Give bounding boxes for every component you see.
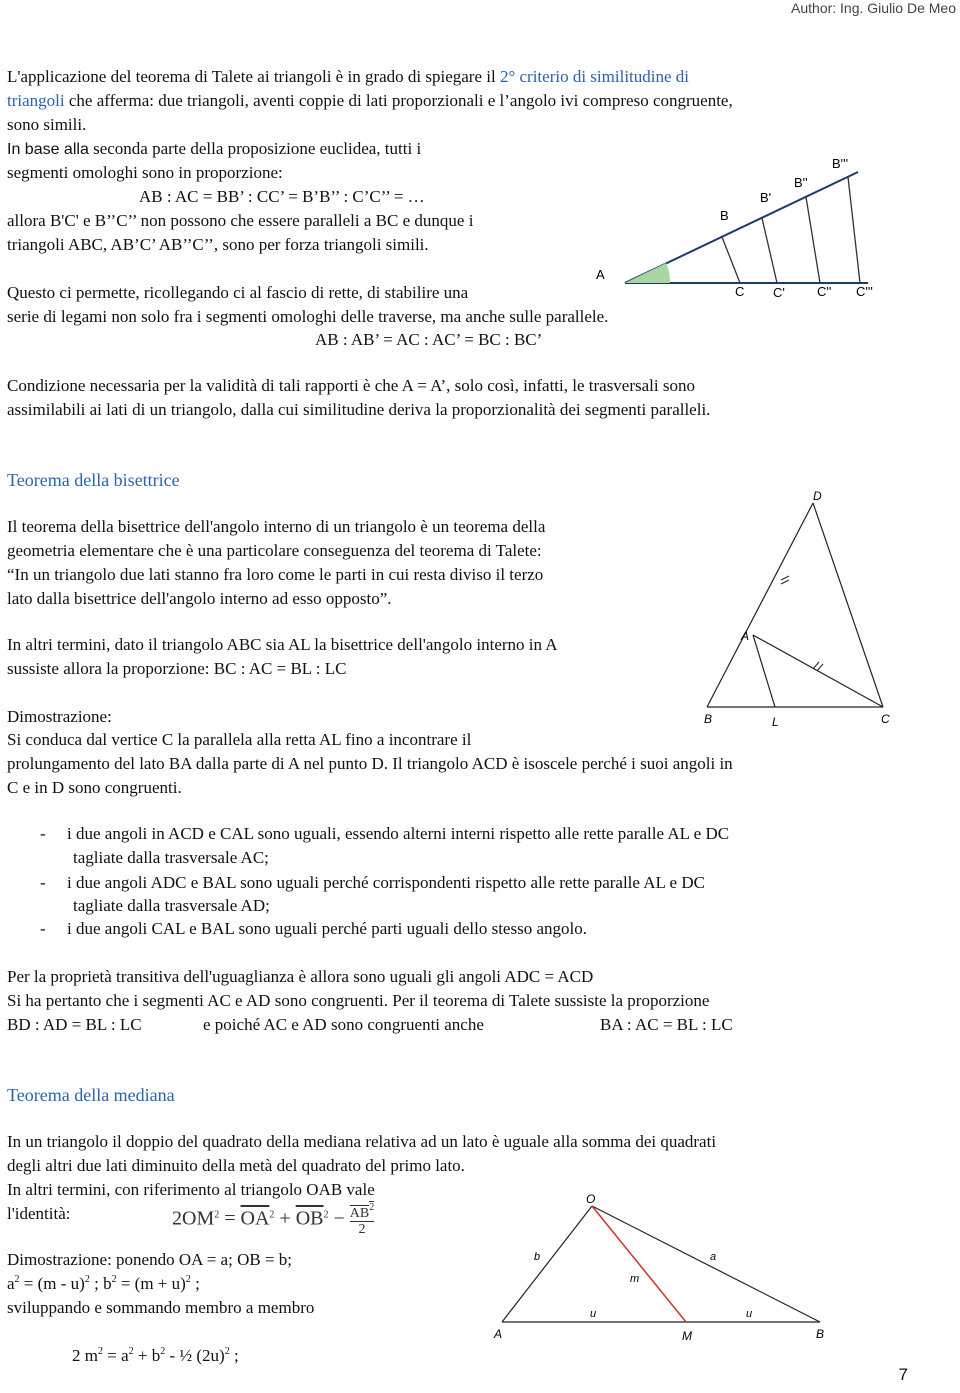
paragraph-line: assimilabili ai lati di un triangolo, dalla cui similitudine deriva la proporzionalità dei segmenti paralleli. — [7, 400, 711, 419]
formula-exponent: 2 — [214, 1209, 220, 1221]
exponent: 2 — [97, 1346, 103, 1357]
exponent: 2 — [224, 1346, 230, 1357]
parallel-line — [762, 218, 777, 283]
mediana-figure — [490, 1190, 840, 1350]
text-fragment: che afferma: due triangoli, aventi coppie di lati proporzionali e l’angolo ivi compreso congruente, — [64, 91, 733, 110]
criterio-link[interactable]: 2° criterio di similitudine di — [499, 67, 690, 86]
paragraph-line: segmenti omologhi sono in proporzione: — [7, 163, 283, 182]
label-B1: B' — [760, 190, 772, 205]
parallel-line — [806, 197, 820, 283]
paragraph-line: BD : AD = BL : LC — [7, 1015, 142, 1034]
paragraph-line: degli altri due lati diminuito della metà del quadrato del primo lato. — [7, 1156, 465, 1175]
text-fragment: L'applicazione del teorema di Talete ai triangoli è in grado di spiegare il — [7, 67, 500, 86]
label-A: A — [741, 629, 750, 643]
exponent: 2 — [128, 1346, 134, 1357]
bullet-text: i due angoli ADC e BAL sono uguali perché corrispondenti rispetto alle rette paralle AL e DC — [67, 873, 705, 892]
proportion-formula: AB : AC = BB’ : CC’ = B’B’’ : C’C’’ = … — [139, 187, 425, 206]
label-B2: B'' — [794, 175, 808, 190]
paragraph-line: Il teorema della bisettrice dell'angolo interno di un triangolo è un teorema della — [7, 517, 546, 536]
formula-fraction — [350, 1202, 374, 1238]
paragraph-line — [7, 1275, 200, 1292]
text-fragment: seconda parte della proposizione euclidea, tutti i — [88, 139, 422, 158]
median-OM — [592, 1206, 686, 1322]
paragraph-line: e poiché AC e AD sono congruenti anche — [203, 1015, 484, 1034]
text-fragment: = (m - u) — [19, 1274, 85, 1293]
median-equation — [72, 1347, 239, 1364]
formula-OA: $\overline{OA}$ — [240, 1207, 270, 1230]
paragraph-line: sussiste allora la proporzione: BC : AC = BL : LC — [7, 659, 347, 678]
section-heading-mediana: Teorema della mediana — [7, 1085, 175, 1105]
author-header: Author: Ing. Giulio De Meo — [791, 0, 956, 16]
label-A: A — [596, 267, 605, 282]
formula-exponent: 2 — [269, 1209, 275, 1221]
side-OB — [592, 1206, 820, 1322]
formula-eq: = — [224, 1207, 236, 1230]
paragraph-line: Questo ci permette, ricollegando ci al fascio di rette, di stabilire una — [7, 283, 469, 302]
paragraph-line: Si conduca dal vertice C la parallela alla retta AL fino a incontrare il — [7, 730, 472, 749]
paragraph-line: allora B'C' e B’’C’’ non possono che essere paralleli a BC e dunque i — [7, 211, 474, 230]
text-fragment: In base alla — [7, 141, 89, 158]
label-C1: C' — [773, 285, 785, 300]
fraction-num: AB — [349, 1206, 370, 1221]
label-C3: C''' — [856, 284, 873, 299]
label-u: u — [590, 1308, 597, 1320]
bullet-dash: - — [40, 873, 46, 892]
formula-exponent: 2 — [369, 1202, 375, 1213]
formula-OB: $\overline{OB}$ — [295, 1207, 324, 1230]
label-C: C — [735, 284, 745, 299]
bullet-dash: - — [40, 824, 46, 843]
text-fragment: + b — [133, 1346, 161, 1365]
paragraph-line — [7, 140, 421, 158]
exponent: 2 — [160, 1346, 166, 1357]
label-C: C — [881, 712, 890, 726]
label-D: D — [813, 489, 822, 503]
side-AC — [753, 635, 883, 707]
label-b: b — [534, 1251, 541, 1263]
bisettrice-figure — [695, 485, 895, 735]
text-fragment: ; b — [89, 1274, 112, 1293]
paragraph-line: Condizione necessaria per la validità di tali rapporti è che A = A’, solo così, infatti, le trasversali sono — [7, 376, 695, 395]
text-fragment: - ½ (2u) — [165, 1346, 225, 1365]
side-BD — [707, 503, 813, 707]
criterio-link-cont[interactable]: triangoli — [7, 91, 65, 110]
bullet-text: i due angoli CAL e BAL sono uguali perché parti uguali dello stesso angolo. — [67, 919, 587, 938]
bullet-dash: - — [40, 919, 46, 938]
label-B3: B''' — [832, 156, 849, 171]
side-DC — [813, 503, 883, 707]
text-fragment: = (m + u) — [116, 1274, 186, 1293]
label-B: B — [720, 208, 729, 223]
paragraph-line: Per la proprietà transitiva dell'uguaglianza è allora sono uguali gli angoli ADC = ACD — [7, 967, 594, 986]
paragraph-line: triangoli ABC, AB’C’ AB’’C’’, sono per forza triangoli simili. — [7, 235, 429, 254]
text-fragment: = a — [102, 1346, 129, 1365]
text-fragment: ; — [229, 1346, 239, 1365]
exponent: 2 — [84, 1274, 90, 1285]
proportion-formula: AB : AB’ = AC : AC’ = BC : BC’ — [315, 330, 543, 349]
label-O: O — [586, 1192, 596, 1206]
formula-minus: − — [333, 1207, 345, 1230]
paragraph-line: “In un triangolo due lati stanno fra loro come le parti in cui resta diviso il terzo — [7, 565, 544, 584]
paragraph-line — [7, 92, 733, 109]
paragraph-line: Dimostrazione: ponendo OA = a; OB = b; — [7, 1250, 292, 1269]
section-heading-bisettrice: Teorema della bisettrice — [7, 470, 180, 490]
bullet-text-cont: tagliate dalla trasversale AC; — [73, 848, 269, 867]
angle-marker — [625, 263, 670, 283]
paragraph-line: prolungamento del lato BA dalla parte di A nel punto D. Il triangolo ACD è isoscele perché i suoi angoli in — [7, 754, 733, 773]
paragraph-line: Si ha pertanto che i segmenti AC e AD sono congruenti. Per il teorema di Talete sussiste la proporzione — [7, 991, 710, 1010]
label-C2: C'' — [817, 284, 832, 299]
paragraph-line: l'identità: — [7, 1204, 71, 1223]
paragraph-line: sviluppando e sommando membro a membro — [7, 1298, 315, 1317]
median-identity-formula — [172, 1202, 374, 1238]
formula-plus: + — [279, 1207, 291, 1230]
text-fragment: a — [7, 1274, 15, 1293]
paragraph-line: sono simili. — [7, 115, 87, 134]
paragraph-line — [7, 68, 689, 85]
paragraph-line: In altri termini, dato il triangolo ABC sia AL la bisettrice dell'angolo interno in A — [7, 635, 558, 654]
parallel-line — [848, 177, 860, 283]
text-fragment: ; — [190, 1274, 200, 1293]
paragraph-line: In altri termini, con riferimento al triangolo OAB vale — [7, 1180, 375, 1199]
parallel-line — [722, 237, 740, 283]
exponent: 2 — [111, 1274, 117, 1285]
paragraph-line: BA : AC = BL : LC — [600, 1015, 733, 1034]
label-u: u — [746, 1308, 753, 1320]
bullet-text: i due angoli in ACD e CAL sono uguali, essendo alterni interni rispetto alle rette paralle AL e DC — [67, 824, 730, 843]
formula-lhs: 2OM — [172, 1207, 215, 1230]
paragraph-line: serie di legami non solo fra i segmenti omologhi delle traverse, ma anche sulle parallele. — [7, 307, 609, 326]
bullet-text-cont: tagliate dalla trasversale AD; — [73, 896, 270, 915]
label-L: L — [772, 715, 779, 729]
label-a: a — [710, 1251, 717, 1263]
exponent: 2 — [185, 1274, 191, 1285]
fraction-den: 2 — [358, 1222, 366, 1238]
label-m: m — [630, 1273, 640, 1285]
thales-figure — [590, 150, 890, 300]
paragraph-line: lato dalla bisettrice dell'angolo interno ad esso opposto”. — [7, 589, 392, 608]
label-M: M — [682, 1329, 692, 1343]
label-B: B — [704, 712, 713, 726]
paragraph-line: geometria elementare che è una particolare conseguenza del teorema di Talete: — [7, 541, 542, 560]
text-fragment: 2 m — [72, 1346, 98, 1365]
side-OA — [502, 1206, 592, 1322]
label-A: A — [494, 1327, 503, 1341]
page-number: 7 — [898, 1365, 908, 1384]
label-B: B — [816, 1327, 825, 1341]
paragraph-line: C e in D sono congruenti. — [7, 778, 182, 797]
congruence-mark — [781, 576, 789, 584]
exponent: 2 — [14, 1274, 20, 1285]
paragraph-line: Dimostrazione: — [7, 707, 112, 726]
paragraph-line: In un triangolo il doppio del quadrato della mediana relativa ad un lato è uguale alla somma dei quadrati — [7, 1132, 717, 1151]
formula-exponent: 2 — [323, 1209, 329, 1221]
